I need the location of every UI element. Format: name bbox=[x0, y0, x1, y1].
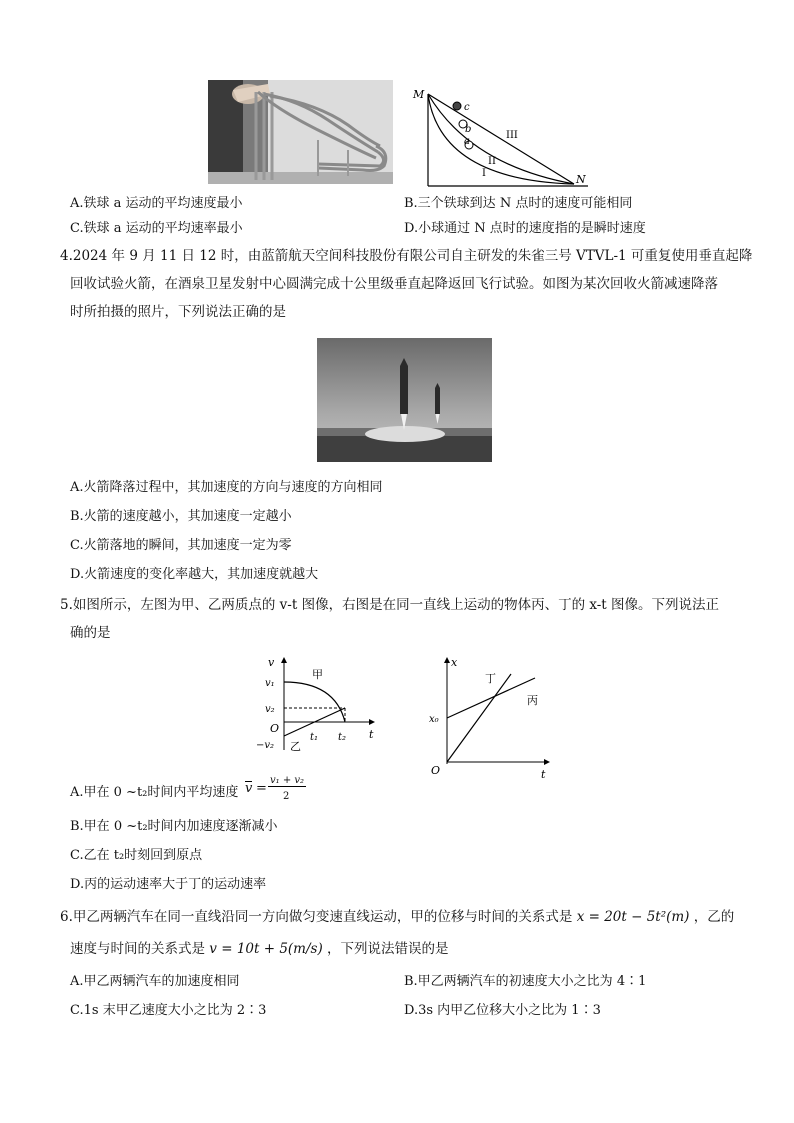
q5-option-a-numerator: v₁ + v₂ bbox=[270, 775, 305, 786]
q3-option-c: C.铁球 a 运动的平均速率最小 bbox=[70, 221, 243, 236]
q6-stem-line2 bbox=[70, 940, 449, 958]
q4-option-c: C.火箭落地的瞬间，其加速度一定为零 bbox=[70, 538, 292, 553]
q5-option-a-vbar: v bbox=[245, 781, 253, 796]
q6-option-b: B.甲乙两辆汽车的初速度大小之比为 4∶1 bbox=[404, 974, 647, 989]
q6-stem-line2-text: 速度与时间的关系式是 bbox=[70, 941, 205, 957]
xt-label-ding: 丁 bbox=[485, 672, 496, 685]
vt-label-neg-v2: −v₂ bbox=[256, 740, 275, 751]
label-N: N bbox=[576, 173, 586, 186]
q5-option-a-text: A.甲在 0 ~t₂时间内平均速度 bbox=[70, 785, 239, 800]
q6-formula-x: x = 20t − 5t²(m) bbox=[576, 909, 690, 925]
q5-option-c: C.乙在 t₂时刻回到原点 bbox=[70, 848, 203, 863]
xt-axis-t: t bbox=[541, 768, 546, 781]
q6-formula-v: v = 10t + 5(m/s) bbox=[209, 941, 323, 957]
q4-option-a: A.火箭降落过程中，其加速度的方向与速度的方向相同 bbox=[70, 480, 383, 495]
q6-stem-line1-end: ，乙的 bbox=[693, 909, 735, 925]
q4-option-d: D.火箭速度的变化率越大，其加速度就越大 bbox=[70, 567, 319, 582]
q5-option-d: D.丙的运动速率大于丁的运动速率 bbox=[70, 877, 267, 892]
q6-stem-line1-text: 6.甲乙两辆汽车在同一直线沿同一方向做匀变速直线运动，甲的位移与时间的关系式是 bbox=[60, 909, 573, 925]
q4-option-b: B.火箭的速度越小，其加速度一定越小 bbox=[70, 509, 292, 524]
q4-stem-line1: 4.2024 年 9 月 11 日 12 时，由蓝箭航天空间科技股份有限公司自主研发的朱雀三号 VTVL-1 可重复使用垂直起降 bbox=[60, 248, 753, 264]
xt-origin: O bbox=[431, 764, 441, 777]
q6-stem-line2-end: ，下列说法错误的是 bbox=[327, 941, 449, 957]
vt-label-yi: 乙 bbox=[290, 740, 301, 753]
q5-option-a-denominator: 2 bbox=[283, 791, 290, 802]
q6-stem-line1 bbox=[60, 908, 734, 926]
vt-axis-t: t bbox=[369, 728, 374, 741]
q6-option-a: A.甲乙两辆汽车的加速度相同 bbox=[70, 974, 240, 989]
vt-label-t2: t₂ bbox=[338, 732, 347, 743]
xt-axis-x: x bbox=[451, 656, 458, 669]
label-I: I bbox=[482, 168, 486, 179]
q5-stem-line1: 5.如图所示，左图为甲、乙两质点的 v-t 图像，右图是在同一直线上运动的物体丙、丁的 x-t 图像。下列说法正 bbox=[60, 597, 720, 613]
q3-option-a: A.铁球 a 运动的平均速度最小 bbox=[70, 196, 243, 211]
label-b: b bbox=[465, 124, 472, 135]
xt-label-x0: x₀ bbox=[429, 714, 439, 725]
q5-stem-line2: 确的是 bbox=[70, 625, 111, 641]
label-III: III bbox=[506, 130, 518, 141]
q4-stem-line2: 回收试验火箭，在酒泉卫星发射中心圆满完成十公里级垂直起降返回飞行试验。如图为某次回收火箭减速降落 bbox=[70, 276, 718, 292]
vt-label-jia: 甲 bbox=[312, 668, 323, 681]
q3-option-b: B.三个铁球到达 N 点时的速度可能相同 bbox=[404, 196, 633, 211]
vt-label-t1: t₁ bbox=[310, 732, 319, 743]
roller-track-photo bbox=[208, 80, 393, 184]
label-a: a bbox=[464, 136, 470, 147]
xt-label-bing: 丙 bbox=[527, 694, 538, 707]
rocket-photo bbox=[317, 338, 492, 462]
vt-label-v1: v₁ bbox=[265, 678, 275, 689]
track-diagram bbox=[410, 80, 600, 190]
label-c: c bbox=[464, 102, 470, 113]
q6-option-c: C.1s 末甲乙速度大小之比为 2∶3 bbox=[70, 1003, 267, 1018]
q3-option-d: D.小球通过 N 点时的速度指的是瞬时速度 bbox=[404, 221, 646, 236]
vt-label-v2: v₂ bbox=[265, 704, 275, 715]
vt-axis-v: v bbox=[268, 656, 275, 669]
q4-stem-line3: 时所拍摄的照片，下列说法正确的是 bbox=[70, 304, 286, 320]
label-M: M bbox=[413, 88, 425, 101]
q5-option-b: B.甲在 0 ~t₂时间内加速度逐渐减小 bbox=[70, 819, 278, 834]
q6-option-d: D.3s 内甲乙位移大小之比为 1∶3 bbox=[404, 1003, 601, 1018]
vt-graph bbox=[250, 652, 380, 754]
q5-option-a-eq: = bbox=[256, 781, 267, 796]
vt-origin: O bbox=[270, 722, 280, 735]
xt-graph bbox=[425, 652, 555, 781]
label-II: II bbox=[488, 156, 496, 167]
